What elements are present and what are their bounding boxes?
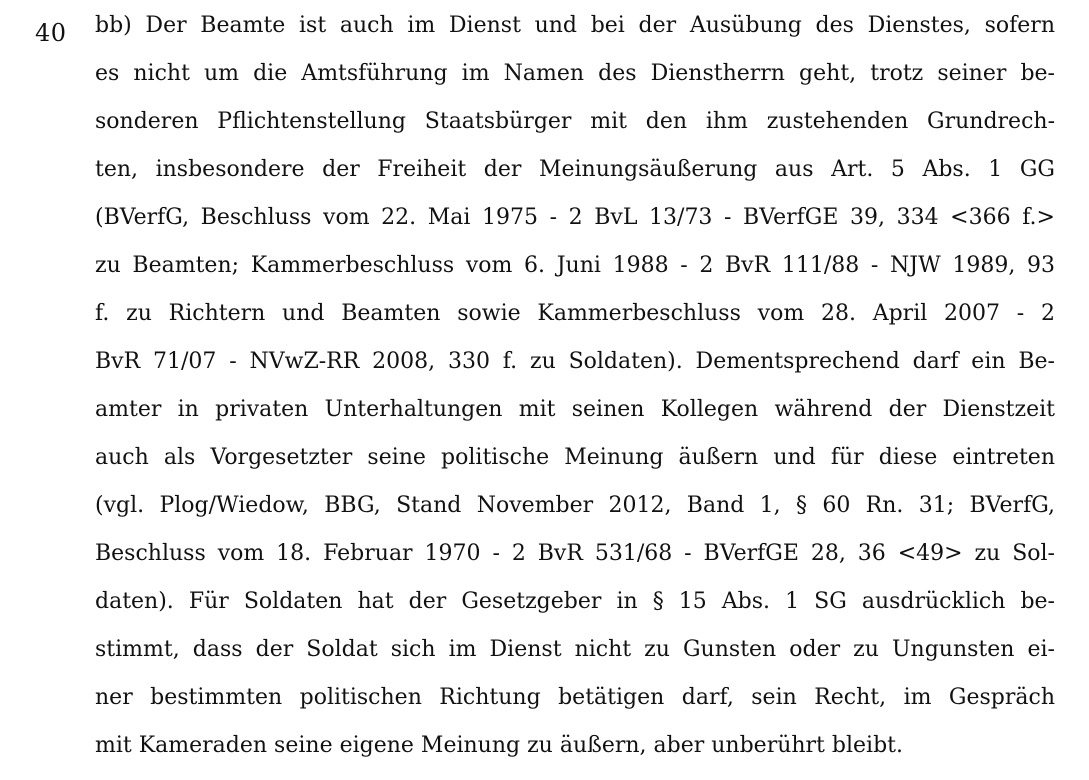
paragraph-line: bb) Der Beamte ist auch im Dienst und bei der Ausübung des Dienstes, sofern	[95, 13, 1055, 38]
paragraph-line: f. zu Richtern und Beamten sowie Kammerbeschluss vom 28. April 2007 - 2	[95, 301, 1055, 326]
paragraph-text	[95, 2, 1055, 770]
paragraph-line: (BVerfG, Beschluss vom 22. Mai 1975 - 2 BvL 13/73 - BVerfGE 39, 334 <366 f.>	[95, 205, 1055, 230]
paragraph-line: BvR 71/07 - NVwZ-RR 2008, 330 f. zu Soldaten). Dementsprechend darf ein Be-	[95, 349, 1055, 374]
paragraph-line: zu Beamten; Kammerbeschluss vom 6. Juni 1988 - 2 BvR 111/88 - NJW 1989, 93	[95, 253, 1055, 278]
paragraph-line: stimmt, dass der Soldat sich im Dienst nicht zu Gunsten oder zu Ungunsten ei-	[95, 637, 1055, 662]
paragraph-line: (vgl. Plog/Wiedow, BBG, Stand November 2012, Band 1, § 60 Rn. 31; BVerfG,	[95, 493, 1055, 518]
paragraph-line: Beschluss vom 18. Februar 1970 - 2 BvR 531/68 - BVerfGE 28, 36 <49> zu Sol-	[95, 541, 1055, 566]
margin-number: 40	[35, 19, 67, 47]
paragraph-line: amter in privaten Unterhaltungen mit seinen Kollegen während der Dienstzeit	[95, 397, 1055, 422]
paragraph-line: ten, insbesondere der Freiheit der Meinungsäußerung aus Art. 5 Abs. 1 GG	[95, 157, 1055, 182]
paragraph-line: es nicht um die Amtsführung im Namen des Dienstherrn geht, trotz seiner be-	[95, 61, 1055, 86]
paragraph-line: daten). Für Soldaten hat der Gesetzgeber in § 15 Abs. 1 SG ausdrücklich be-	[95, 589, 1055, 614]
paragraph-line: sonderen Pflichtenstellung Staatsbürger mit den ihm zustehenden Grundrech-	[95, 109, 1055, 134]
paragraph-line: ner bestimmten politischen Richtung betätigen darf, sein Recht, im Gespräch	[95, 685, 1055, 710]
paragraph-line: auch als Vorgesetzter seine politische Meinung äußern und für diese eintreten	[95, 445, 1055, 470]
paragraph-line: mit Kameraden seine eigene Meinung zu äußern, aber unberührt bleibt.	[95, 733, 903, 758]
